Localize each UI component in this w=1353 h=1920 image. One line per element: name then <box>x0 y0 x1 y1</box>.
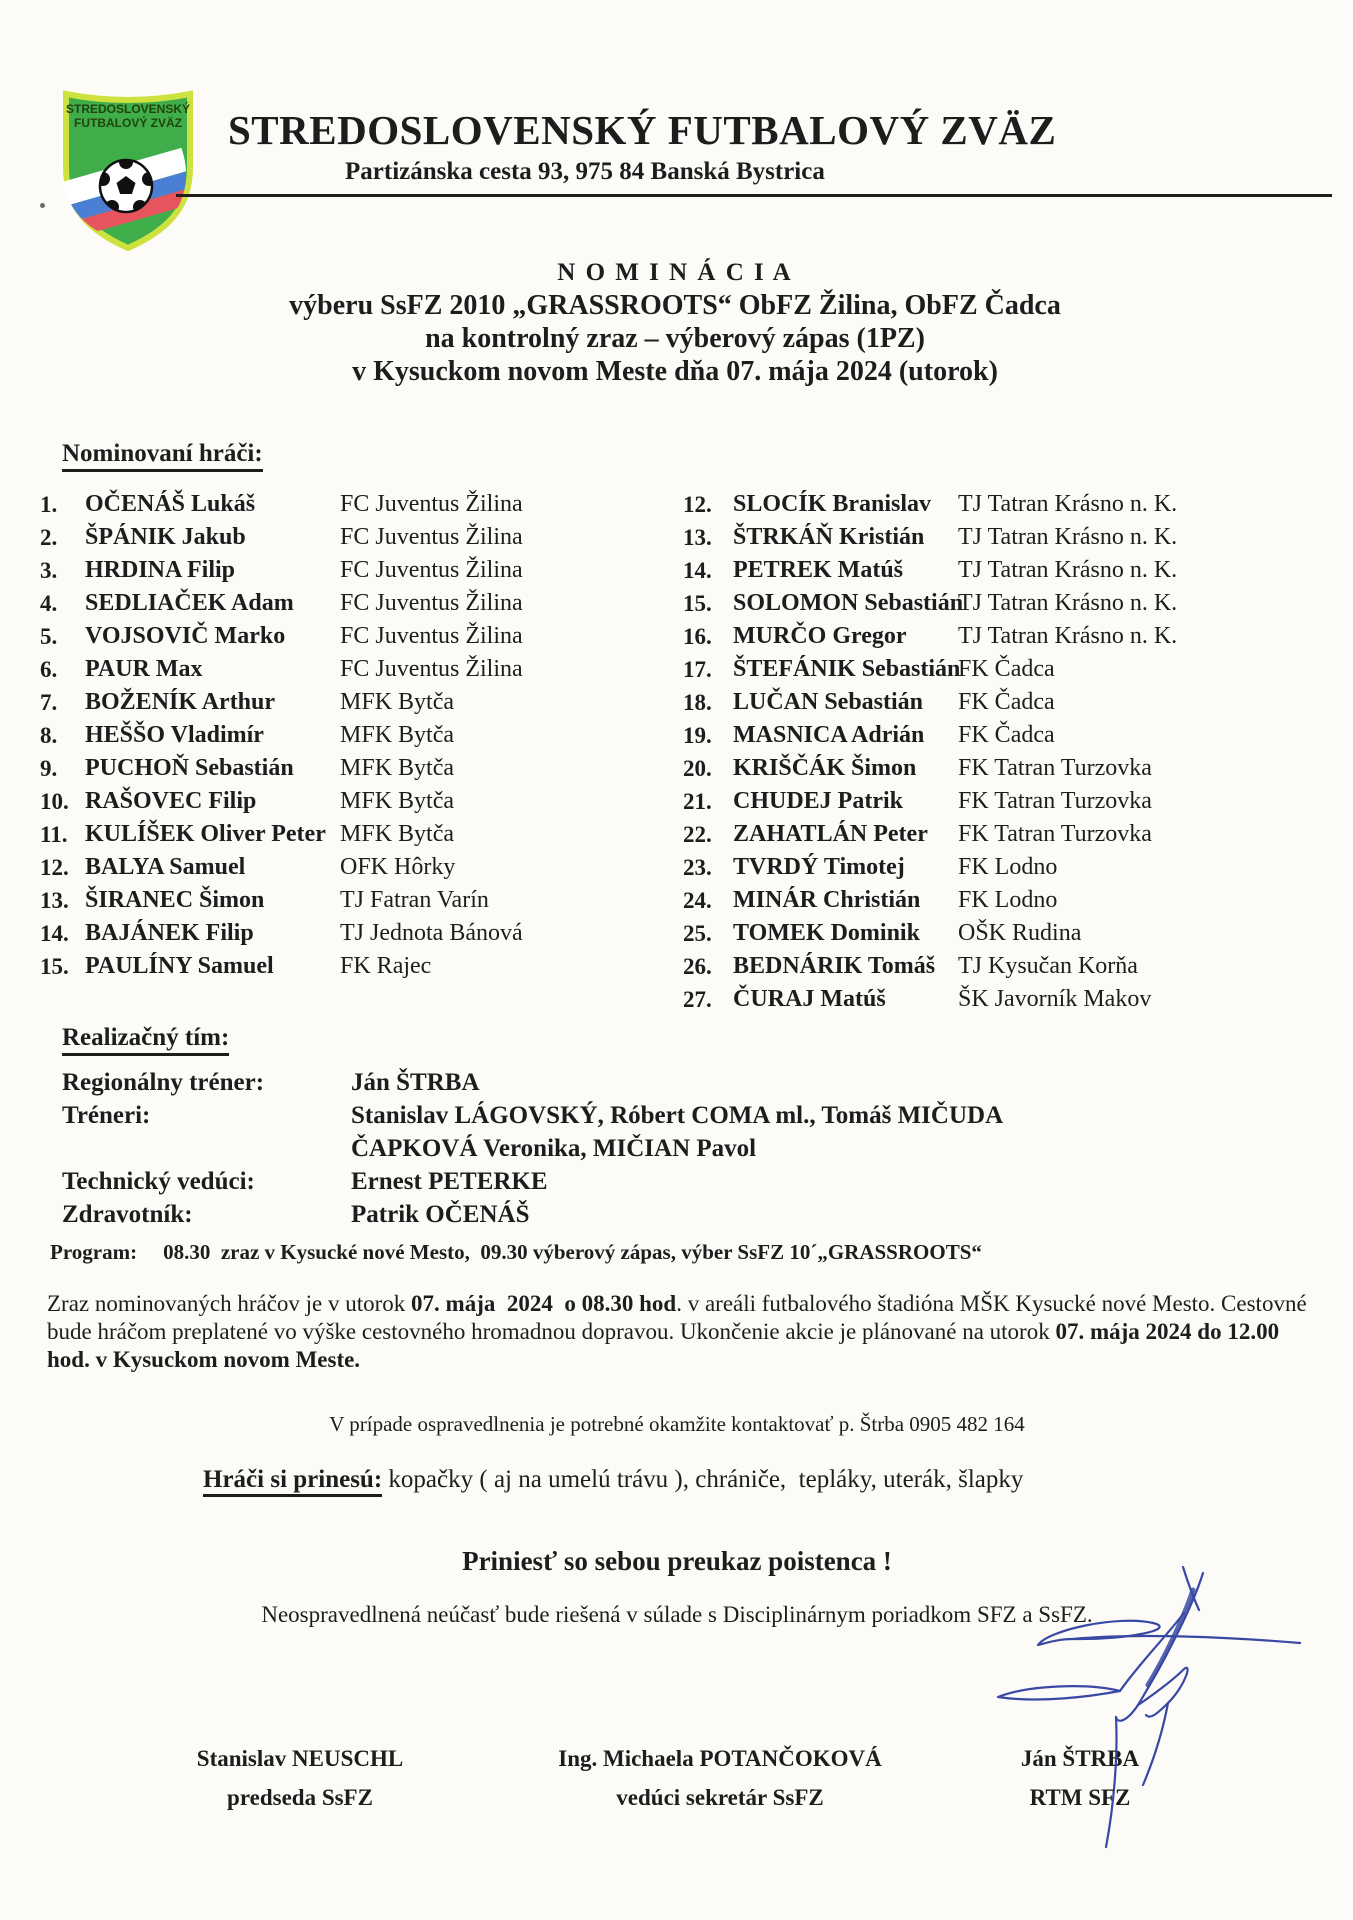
player-number: 16. <box>683 624 712 649</box>
player-row <box>40 917 523 950</box>
scan-artifact-dot <box>40 203 45 208</box>
staff-row <box>62 1165 1162 1198</box>
player-name: SLOCÍK Branislav <box>733 491 932 517</box>
player-name: HEŠŠO Vladimír <box>85 722 264 748</box>
player-club: TJ Tatran Krásno n. K. <box>958 491 1178 517</box>
player-row <box>40 620 523 653</box>
player-name: PAULÍNY Samuel <box>85 953 274 979</box>
player-row <box>683 752 1177 785</box>
player-row <box>683 917 1177 950</box>
nomination-subtitle-selection: výberu SsFZ 2010 „GRASSROOTS“ ObFZ Žilina, ObFZ Čadca <box>289 290 1061 321</box>
player-name: KULÍŠEK Oliver Peter <box>85 821 326 847</box>
signatory-role: RTM SFZ <box>1029 1785 1131 1810</box>
player-club: FC Juventus Žilina <box>340 656 523 682</box>
player-number: 12. <box>40 855 69 880</box>
staff-row <box>62 1099 1162 1165</box>
staff-section-heading: Realizačný tím: <box>62 1024 229 1056</box>
player-name: PETREK Matúš <box>733 557 904 583</box>
text-run: Zraz nominovaných hráčov je v utorok <box>47 1291 412 1316</box>
player-club: FC Juventus Žilina <box>340 623 523 649</box>
player-number: 5. <box>40 624 58 649</box>
player-row <box>683 686 1177 719</box>
signature-column <box>90 1746 510 1811</box>
player-name: BOŽENÍK Arthur <box>85 689 276 715</box>
player-club: FK Tatran Turzovka <box>958 821 1152 847</box>
player-row <box>40 818 523 851</box>
nomination-subtitle-event: na kontrolný zraz – výberový zápas (1PZ) <box>425 323 925 354</box>
player-club: TJ Tatran Krásno n. K. <box>958 524 1178 550</box>
player-club: FC Juventus Žilina <box>340 590 523 616</box>
player-club: TJ Fatran Varín <box>340 887 489 913</box>
organization-name: STREDOSLOVENSKÝ FUTBALOVÝ ZVÄZ <box>228 107 1057 153</box>
player-name: ŠIRANEC Šimon <box>85 887 265 913</box>
equipment-label: Hráči si prinesú: <box>203 1466 382 1497</box>
players-column-left <box>40 488 523 983</box>
player-club: OFK Hôrky <box>340 854 456 880</box>
logo-text-line1: STREDOSLOVENSKÝ <box>65 102 191 116</box>
player-club: FK Rajec <box>340 953 432 979</box>
player-club: FK Čadca <box>958 656 1055 682</box>
player-club: MFK Bytča <box>340 722 454 748</box>
player-name: ŠPÁNIK Jakub <box>85 524 246 550</box>
player-number: 12. <box>683 492 712 517</box>
player-name: MASNICA Adrián <box>733 722 925 748</box>
player-number: 6. <box>40 657 58 682</box>
nomination-title-block <box>75 256 1275 388</box>
players-column-right <box>683 488 1177 1016</box>
staff-name-line: Ernest PETERKE <box>351 1168 548 1195</box>
player-name: OČENÁŠ Lukáš <box>85 491 256 517</box>
player-row <box>40 686 523 719</box>
staff-names <box>351 1066 480 1099</box>
program-row <box>50 1240 982 1265</box>
player-club: OŠK Rudina <box>958 920 1082 946</box>
player-club: FC Juventus Žilina <box>340 524 523 550</box>
player-row <box>683 983 1177 1016</box>
player-row <box>40 521 523 554</box>
player-club: FC Juventus Žilina <box>340 557 523 583</box>
player-number: 25. <box>683 921 712 946</box>
program-text: 08.30 zraz v Kysucké nové Mesto, 09.30 výberový zápas, výber SsFZ 10´„GRASSROOTS“ <box>163 1240 982 1264</box>
player-club: FK Lodno <box>958 887 1058 913</box>
player-name: ŠTRKÁŇ Kristián <box>733 524 925 550</box>
player-name: MINÁR Christián <box>733 887 921 913</box>
staff-name-line: Stanislav LÁGOVSKÝ, Róbert COMA ml., Tomáš MIČUDA <box>351 1102 1004 1129</box>
player-name: HRDINA Filip <box>85 557 236 583</box>
player-row <box>683 884 1177 917</box>
player-club: FK Lodno <box>958 854 1058 880</box>
meeting-details-paragraph <box>47 1290 1309 1374</box>
player-row <box>683 488 1177 521</box>
staff-role-label: Tréneri: <box>62 1102 151 1129</box>
player-number: 14. <box>683 558 712 583</box>
player-club: TJ Tatran Krásno n. K. <box>958 590 1178 616</box>
player-number: 10. <box>40 789 69 814</box>
staff-role-label: Regionálny tréner: <box>62 1069 265 1096</box>
signatory-name: Ján ŠTRBA <box>1020 1746 1140 1771</box>
player-number: 8. <box>40 723 58 748</box>
player-name: SEDLIAČEK Adam <box>85 590 294 616</box>
player-row <box>683 719 1177 752</box>
player-number: 24. <box>683 888 712 913</box>
player-row <box>40 488 523 521</box>
staff-role-label: Zdravotník: <box>62 1201 193 1228</box>
player-name: TVRDÝ Timotej <box>733 854 905 880</box>
signature-column <box>930 1746 1230 1811</box>
player-name: BALYA Samuel <box>85 854 246 880</box>
player-club: FK Čadca <box>958 689 1055 715</box>
player-name: PAUR Max <box>85 656 203 682</box>
player-number: 27. <box>683 987 712 1012</box>
organization-address: Partizánska cesta 93, 975 84 Banská Bystrica <box>345 158 825 185</box>
program-label: Program: <box>50 1240 138 1264</box>
player-name: BAJÁNEK Filip <box>85 920 254 946</box>
player-name: TOMEK Dominik <box>733 920 920 946</box>
player-row <box>40 587 523 620</box>
player-row <box>683 554 1177 587</box>
signatory-role: vedúci sekretár SsFZ <box>616 1785 824 1810</box>
player-row <box>683 818 1177 851</box>
player-name: BEDNÁRIK Tomáš <box>733 953 936 979</box>
staff-name-line: Patrik OČENÁŠ <box>351 1201 530 1228</box>
staff-role-label: Technický vedúci: <box>62 1168 255 1195</box>
player-name: VOJSOVIČ Marko <box>85 623 286 649</box>
player-name: CHUDEJ Patrik <box>733 788 903 814</box>
player-club: TJ Tatran Krásno n. K. <box>958 623 1178 649</box>
player-number: 14. <box>40 921 69 946</box>
signatory-name: Stanislav NEUSCHL <box>196 1746 404 1771</box>
player-row <box>683 521 1177 554</box>
handwritten-signature <box>978 1545 1318 1865</box>
player-club: FK Čadca <box>958 722 1055 748</box>
player-club: MFK Bytča <box>340 755 454 781</box>
player-name: MURČO Gregor <box>733 623 907 649</box>
player-number: 23. <box>683 855 712 880</box>
equipment-items: kopačky ( aj na umelú trávu ), chrániče, tepláky, uterák, šlapky <box>382 1466 1024 1493</box>
staff-name-line: Ján ŠTRBA <box>351 1069 480 1096</box>
player-number: 7. <box>40 690 58 715</box>
player-number: 21. <box>683 789 712 814</box>
player-number: 17. <box>683 657 712 682</box>
player-club: TJ Kysučan Korňa <box>958 953 1138 979</box>
player-number: 19. <box>683 723 712 748</box>
staff-names <box>351 1198 529 1231</box>
signatory-role: predseda SsFZ <box>227 1785 373 1810</box>
player-row <box>40 785 523 818</box>
player-row <box>40 653 523 686</box>
player-number: 15. <box>40 954 69 979</box>
player-name: ŠTEFÁNIK Sebastián <box>733 656 961 682</box>
player-number: 9. <box>40 756 58 781</box>
player-name: LUČAN Sebastián <box>733 689 924 715</box>
header-divider <box>176 194 1332 197</box>
player-row <box>40 554 523 587</box>
nomination-subtitle-venue-date: v Kysuckom novom Meste dňa 07. mája 2024 (utorok) <box>352 356 998 387</box>
player-row <box>683 785 1177 818</box>
player-club: FK Tatran Turzovka <box>958 788 1152 814</box>
player-club: ŠK Javorník Makov <box>958 986 1152 1012</box>
player-name: ZAHATLÁN Peter <box>733 821 928 847</box>
player-row <box>40 752 523 785</box>
player-row <box>683 587 1177 620</box>
staff-names <box>351 1099 1003 1165</box>
player-row <box>40 884 523 917</box>
staff-rows <box>62 1066 1162 1231</box>
federation-crest-logo <box>52 86 204 256</box>
player-club: TJ Jednota Bánová <box>340 920 523 946</box>
player-number: 1. <box>40 492 58 517</box>
player-club: FK Tatran Turzovka <box>958 755 1152 781</box>
equipment-row <box>203 1466 1023 1494</box>
player-number: 18. <box>683 690 712 715</box>
staff-name-line: ČAPKOVÁ Veronika, MIČIAN Pavol <box>351 1135 757 1162</box>
player-name: SOLOMON Sebastián <box>733 590 964 616</box>
player-number: 20. <box>683 756 712 781</box>
player-number: 22. <box>683 822 712 847</box>
staff-row <box>62 1066 1162 1099</box>
insurance-card-note: Priniesť so sebou preukaz poistenca ! <box>462 1546 892 1576</box>
player-club: MFK Bytča <box>340 821 454 847</box>
player-name: ČURAJ Matúš <box>733 986 886 1012</box>
player-number: 3. <box>40 558 58 583</box>
player-club: TJ Tatran Krásno n. K. <box>958 557 1178 583</box>
player-row <box>40 851 523 884</box>
player-row <box>683 851 1177 884</box>
excuse-contact-note: V prípade ospravedlnenia je potrebné okamžite kontaktovať p. Štrba 0905 482 164 <box>329 1412 1025 1436</box>
player-club: FC Juventus Žilina <box>340 491 523 517</box>
signatory-name: Ing. Michaela POTANČOKOVÁ <box>558 1746 882 1771</box>
player-number: 11. <box>40 822 68 847</box>
bold-text-run: 07. mája 2024 o 08.30 hod <box>411 1291 677 1316</box>
player-row <box>683 950 1177 983</box>
signature-column <box>510 1746 930 1811</box>
staff-row <box>62 1198 1162 1231</box>
disciplinary-note: Neospravedlnená neúčasť bude riešená v súlade s Disciplinárnym poriadkom SFZ a SsFZ. <box>261 1602 1093 1627</box>
player-row <box>40 950 523 983</box>
player-row <box>40 719 523 752</box>
player-club: MFK Bytča <box>340 689 454 715</box>
players-section-heading: Nominovaní hráči: <box>62 440 263 472</box>
player-number: 13. <box>40 888 69 913</box>
bold-text-run: 07. mája 2024 do 12.00 hod. v Kysuckom novom Meste. <box>47 1319 1280 1372</box>
logo-text-line2: FUTBALOVÝ ZVÄZ <box>74 116 182 130</box>
player-name: PUCHOŇ Sebastián <box>85 755 294 781</box>
text-run: . v areáli futbalového štadióna MŠK Kysucké nové Mesto. Cestovné bude hráčom preplatené vo výške cestovného hromadnou dopravou. Ukončenie akcie je plánované na utorok <box>47 1291 1307 1344</box>
staff-names <box>351 1165 548 1198</box>
player-number: 13. <box>683 525 712 550</box>
player-number: 26. <box>683 954 712 979</box>
player-club: MFK Bytča <box>340 788 454 814</box>
player-number: 4. <box>40 591 58 616</box>
player-name: RAŠOVEC Filip <box>85 788 257 814</box>
player-row <box>683 620 1177 653</box>
nomination-heading: N O M I N Á C I A <box>557 259 793 286</box>
player-name: KRIŠČÁK Šimon <box>733 755 917 781</box>
player-number: 15. <box>683 591 712 616</box>
player-row <box>683 653 1177 686</box>
player-number: 2. <box>40 525 58 550</box>
